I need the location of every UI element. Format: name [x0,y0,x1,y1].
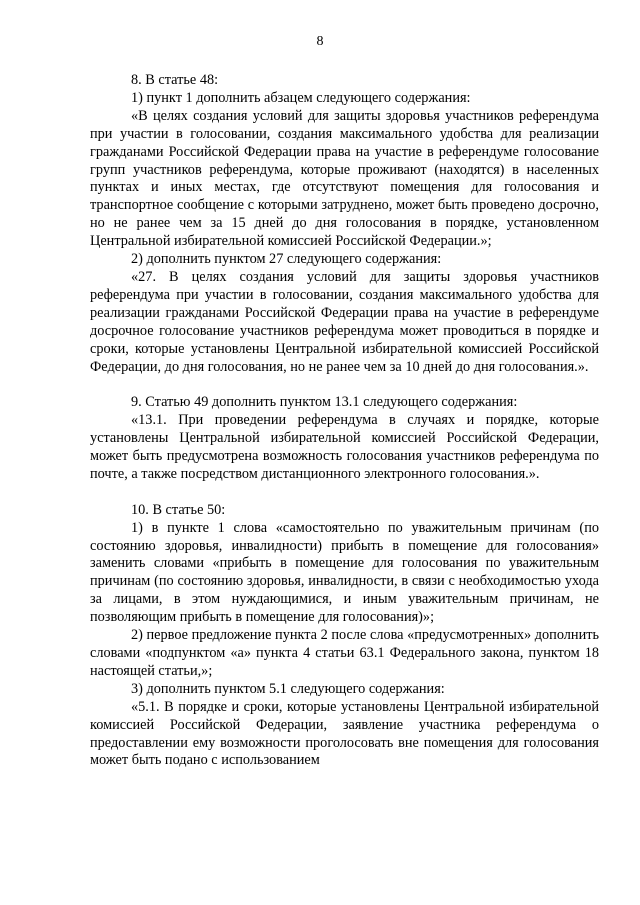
page-number: 8 [316,34,324,49]
section-10-item-1: 1) в пункте 1 слова «самостоятельно по уважительным причинам (по состоянию здоровья, инвалидности) прибыть в помещение для голосования» заменить словами «прибыть в помещение для голосования по уважительным причинам (по состоянию здоровья, инвалидности, в связи с необходимостью ухода за лицами, в этом нуждающимися, и иным уважительным причинам, не позволяющим прибыть в помещение для голосования)»; [90,519,599,626]
section-10-quote: «5.1. В порядке и сроки, которые установлены Центральной избирательной комиссией Российской Федерации, заявление участника референдума о предоставлении ему возможности проголосовать вне помещения для голосования может быть подано с использованием [90,698,599,769]
section-9-heading: 9. Статью 49 дополнить пунктом 13.1 следующего содержания: [131,394,518,411]
section-10-item-2: 2) первое предложение пункта 2 после слова «предусмотренных» дополнить словами «подпунктом «а» пункта 4 статьи 63.1 Федерального закона, пунктом 18 настоящей статьи,»; [90,627,599,679]
section-8-quote-2: «27. В целях создания условий для защиты здоровья участников референдума при участии в голосовании, создания максимального удобства для реализации гражданами Российской Федерации права на участие в референдуме досрочное голосование участников референдума может проводиться в порядке и сроки, которые установлены Центральной избирательной комиссией Российской Федерации, до дня голосования, но не ранее чем за 10 дней до дня голосования.». [90,268,599,375]
section-8-item-1: 1) пункт 1 дополнить абзацем следующего содержания: [131,89,471,106]
section-10-heading: 10. В статье 50: [131,501,226,518]
section-8-heading: 8. В статье 48: [131,72,219,88]
document-body [90,72,599,770]
section-8-item-2: 2) дополнить пунктом 27 следующего содержания: [131,251,442,268]
section-8-quote-1: «В целях создания условий для защиты здоровья участников референдума при участии в голосовании, создания максимального удобства для реализации гражданами Российской Федерации права на участие в референдуме голосование групп участников референдума, которые проживают (находятся) в населенных пунктах и иных местах, где отсутствуют помещения для голосования и транспортное сообщение с которыми затруднено, может быть проведено досрочно, но не ранее чем за 15 дней до дня голосования в порядке, установленном Центральной избирательной комиссией Российской Федерации.»; [90,107,599,250]
section-10-item-3: 3) дополнить пунктом 5.1 следующего содержания: [131,680,445,697]
section-9-quote: «13.1. При проведении референдума в случаях и порядке, которые установлены Центральной избирательной комиссией Российской Федерации, может быть предусмотрена возможность голосования участников референдума по почте, а также посредством дистанционного электронного голосования.». [90,412,599,482]
